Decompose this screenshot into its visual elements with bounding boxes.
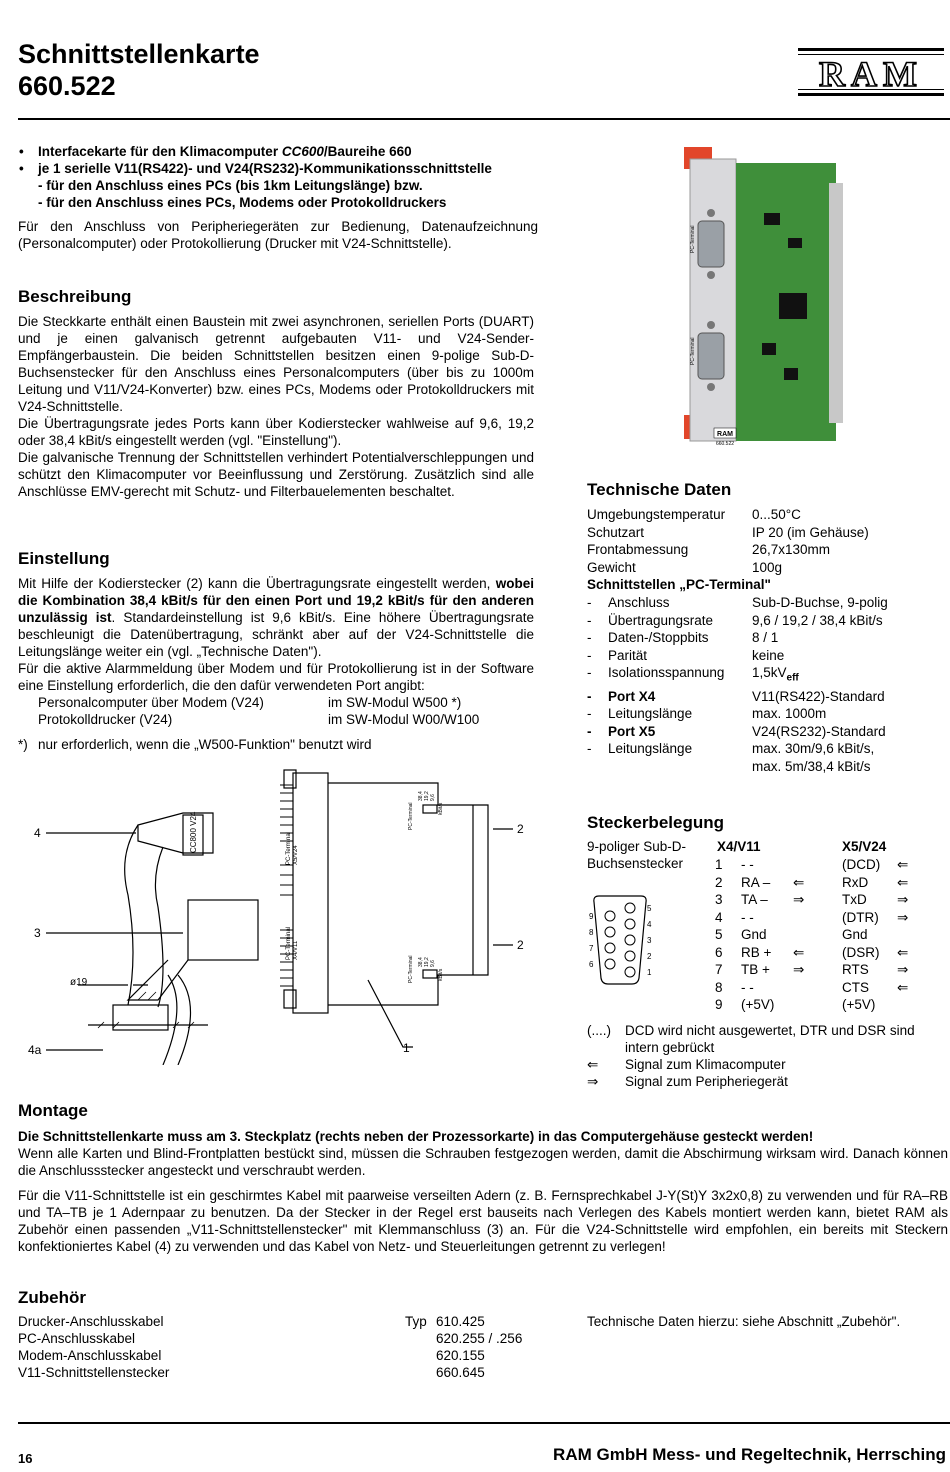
pin-row: 7 TB + ⇒ RTS ⇒ (715, 962, 909, 977)
td-item: - Port X4 V11(RS422)-Standard (587, 688, 885, 704)
td-row: Schutzart IP 20 (im Gehäuse) (587, 524, 869, 540)
td-row: Umgebungstemperatur 0...50°C (587, 507, 801, 522)
einstellung-row-2: Protokolldrucker (V24) im SW-Modul W00/W100 (38, 712, 480, 727)
mounting-diagram (18, 765, 558, 1065)
photo-badge-num: 660.522 (715, 441, 735, 447)
rate-unit-upper: kBit/s (438, 802, 444, 815)
pin-label-4: 4 (647, 920, 652, 929)
callout-1: 1 (403, 1041, 410, 1055)
photo-label-upper: PC-Terminal (690, 225, 696, 253)
zubehoer-item: V11-Schnittstellenstecker 660.645 (18, 1365, 485, 1380)
pc-label-2b: X4/V11 (293, 940, 299, 960)
subd-connector-drawing (585, 890, 660, 990)
pin-label-8: 8 (589, 928, 594, 937)
rate-19-lower: 19,2 (424, 957, 430, 967)
zubehoer-note: Technische Daten hierzu: siehe Abschnitt „Zubehör". (587, 1314, 901, 1329)
einstellung-p1: Mit Hilfe der Kodierstecker (2) kann die Übertragungsrate eingestellt werden, wobei die Kombination 38,4 kBit/s für den einen Port und 19,2 kBit/s für den anderen unzulässig ist. Standardeinstellung ist 9,6 kBit/s. Eine höhere Übertragungsrate beschleunigt die Datenübertragung, schränkt aber auf der V24-Schnittstelle die Leitungslänge weiter ein (vgl. „Technische Daten"). (18, 576, 534, 659)
intro-subbullet-1: - für den Anschluss eines PCs (bis 1km Leitungslänge) bzw. (38, 178, 423, 193)
zubehoer-item: PC-Anschlusskabel 620.255 / .256 (18, 1331, 523, 1346)
pin-row: 6 RB + ⇐ (DSR) ⇐ (715, 944, 909, 960)
heading-zubehoer: Zubehör (18, 1288, 86, 1307)
td-item: - Leitungslänge max. 30m/9,6 kBit/s, (587, 741, 875, 757)
jumper-label-lower: PC-Terminal (408, 955, 414, 983)
pin-row: 2 RA – ⇐ RxD ⇐ (715, 874, 909, 890)
pin-row: 5 Gnd Gnd (715, 927, 868, 942)
rate-38-upper: 38,4 (418, 791, 424, 801)
pin-label-3: 3 (647, 936, 652, 945)
rate-38-lower: 38,4 (418, 957, 424, 967)
callout-2-upper: 2 (517, 822, 524, 836)
td-item: - Übertragungsrate 9,6 / 19,2 / 38,4 kBit/s (587, 612, 883, 628)
pin-table (715, 856, 950, 1014)
page-title (18, 38, 260, 102)
td-item: - Leitungslänge max. 1000m (587, 706, 827, 722)
callout-4a: 4a (28, 1043, 42, 1057)
td-row: Gewicht 100g (587, 559, 783, 575)
footer-company: RAM GmbH Mess- und Regeltechnik, Herrsching (553, 1445, 946, 1464)
td-item: - Daten-/Stoppbits 8 / 1 (587, 630, 779, 646)
header-rule (18, 118, 950, 120)
pin-label-1: 1 (647, 968, 652, 977)
zubehoer-list (18, 1313, 578, 1381)
pin-row: 8 - - CTS ⇐ (715, 979, 909, 995)
rate-19-upper: 19,2 (424, 791, 430, 801)
heading-beschreibung: Beschreibung (18, 287, 132, 306)
technische-daten-table (587, 506, 947, 776)
heading-technische-daten: Technische Daten (587, 480, 732, 499)
einstellung-footnote: *) nur erforderlich, wenn die „W500-Funktion" benutzt wird (18, 737, 372, 752)
pin-label-7: 7 (589, 944, 594, 953)
heading-montage: Montage (18, 1101, 88, 1120)
footer-rule (18, 1422, 950, 1424)
pc-label-2: PC-Terminal (286, 926, 292, 960)
zubehoer-item: Drucker-Anschlusskabel Typ 610.425 (18, 1314, 485, 1329)
callout-3: 3 (34, 926, 41, 940)
legend-row: ⇒ Signal zum Peripheriegerät (587, 1074, 788, 1089)
td-item: max. 5m/38,4 kBit/s (752, 759, 871, 774)
montage-p1: Wenn alle Karten und Blind-Frontplatten bestückt sind, müssen die Schrauben festgezogen werden, damit die Abschirmung wirksam wird. Danach können die Anschlussstecker angesteckt und verschraubt werden. (18, 1146, 948, 1178)
heading-steckerbelegung: Steckerbelegung (587, 813, 724, 832)
pin-label-2: 2 (647, 952, 652, 961)
pin-label-6: 6 (589, 960, 594, 969)
montage-p2: Für die V11-Schnittstelle ist ein geschirmtes Kabel mit paarweise verseilten Adern (z. B. Fernsprechkabel J-Y(St)Y 3x2x0,8) zu verwenden und für RA–RB und TA–TB je 1 Adernpaar zu benutzen. Da der Stecker in der Regel erst bauseits nach Verlegen des Kabels montiert werden kann, bietet RAM als Zubehör einen passenden „V11-Schnittstellenstecker" mit Klemmanschluss (3) an. Für die V24-Schnittstelle wird empfohlen, ein bereits mit Steckern konfektioniertes Kabel (4) zu verwenden und das Kabel von Netz- und Steuerleitungen getrennt zu verlegen! (18, 1188, 948, 1254)
intro-bullet-2: • je 1 serielle V11(RS422)- und V24(RS232)-Kommunikationsschnittstelle (18, 160, 538, 177)
rate-96-upper: 9,6 (430, 794, 436, 801)
einstellung-p2: Für die aktive Alarmmeldung über Modem und für Protokollierung ist in der Software eine Einstellung erforderlich, die den dafür verwendeten Port angibt: (18, 661, 534, 693)
photo-badge: RAM (717, 431, 733, 438)
title-line-1: Schnittstellenkarte (18, 39, 260, 69)
intro-paragraph: Für den Anschluss von Peripheriegeräten zur Bedienung, Datenaufzeichnung (Personalcomputer) oder Protokollierung (Drucker mit V24-Schnittstelle). (18, 219, 538, 251)
rate-unit-lower: kBit/s (438, 968, 444, 981)
callout-4: 4 (34, 826, 41, 840)
montage-text (18, 1128, 948, 1255)
td-item: - Parität keine (587, 647, 785, 663)
title-line-2: 660.522 (18, 71, 116, 101)
intro-subbullet-2: - für den Anschluss eines PCs, Modems oder Protokolldruckers (38, 195, 447, 210)
montage-bold-line: Die Schnittstellenkarte muss am 3. Steckplatz (rechts neben der Prozessorkarte) in das Computergehäuse gesteckt werden! (18, 1129, 814, 1144)
rate-96-lower: 9,6 (430, 960, 436, 967)
beschreibung-p3: Die galvanische Trennung der Schnittstellen verhindert Potentialverschleppungen und schützt den Klimacomputer vor Beeinflussung und Zerstörung. Zusätzlich sind alle Anschlüsse EMV-gerecht mit Schutz- und Filterbauelementen beschaltet. (18, 450, 534, 499)
zubehoer-item: Modem-Anschlusskabel 620.155 (18, 1348, 485, 1363)
pin-row: 1 - - (DCD) ⇐ (715, 857, 909, 872)
beschreibung-p2: Die Übertragungsrate jedes Ports kann über Kodierstecker wahlweise auf 9,6, 19,2 oder 38,4 kBit/s eingestellt werden (vgl. "Einstellung"). (18, 416, 534, 448)
pc-label-1b: X5/V24 (293, 845, 299, 865)
pin-row: 9 (+5V) (+5V) (715, 997, 876, 1012)
pin-row: 4 - - (DTR) ⇒ (715, 909, 909, 925)
cc-label: CC800 V24 (189, 811, 198, 853)
card-photo (684, 143, 854, 458)
pc-label-1: PC-Terminal (286, 831, 292, 865)
intro-section (18, 143, 538, 252)
td-row: Frontabmessung 26,7x130mm (587, 542, 831, 558)
pin-label-5: 5 (647, 904, 652, 913)
einstellung-text (18, 575, 534, 753)
dimension-19: ø19 (70, 977, 88, 988)
ram-logo (796, 46, 946, 98)
einstellung-row-1: Personalcomputer über Modem (V24) im SW-Modul W500 *) (38, 695, 462, 710)
td-item: - Anschluss Sub-D-Buchse, 9-polig (587, 594, 888, 610)
beschreibung-text (18, 313, 534, 500)
jumper-label-upper: PC-Terminal (408, 802, 414, 830)
page-number: 16 (18, 1451, 33, 1466)
pin-row: 3 TA – ⇒ TxD ⇒ (715, 892, 909, 907)
photo-label-lower: PC-Terminal (690, 337, 696, 365)
heading-einstellung: Einstellung (18, 549, 110, 568)
steckerbelegung-header: 9-poliger Sub-D- X4/V11 X5/V24 Buchsenstecker (587, 839, 887, 871)
callout-2-lower: 2 (517, 938, 524, 952)
td-section: Schnittstellen „PC-Terminal" (587, 577, 771, 593)
intro-bullet-1: • Interfacekarte für den Klimacomputer CC600/Baureihe 660 (18, 143, 538, 160)
legend-row: (....) DCD wird nicht ausgewertet, DTR und DSR sind intern gebrückt (587, 1023, 915, 1055)
legend-row: ⇐ Signal zum Klimacomputer (587, 1057, 786, 1072)
logo-text: RAM (819, 54, 923, 94)
td-item: - Port X5 V24(RS232)-Standard (587, 723, 886, 739)
pin-label-9: 9 (589, 912, 594, 921)
pin-legend (587, 1022, 949, 1090)
td-item: - Isolationsspannung $1,5kV_{eff}$ (587, 665, 799, 685)
beschreibung-p1: Die Steckkarte enthält einen Baustein mit zwei asynchronen, seriellen Ports (DUART) und je einen galvanisch getrennt aufgebauten V11- und V24-Sender-Empfängerbaustein. Die beiden Schnittstellen besitzen einen 9-polige Sub-D-Buchsenstecker für den Anschluss eines Personalcomputers (über bis zu 1000m Leitung und V11/V24-Konverter) bzw. eines PCs, Modems oder Protokolldruckers mit V24-Schnittstelle. (18, 314, 534, 414)
